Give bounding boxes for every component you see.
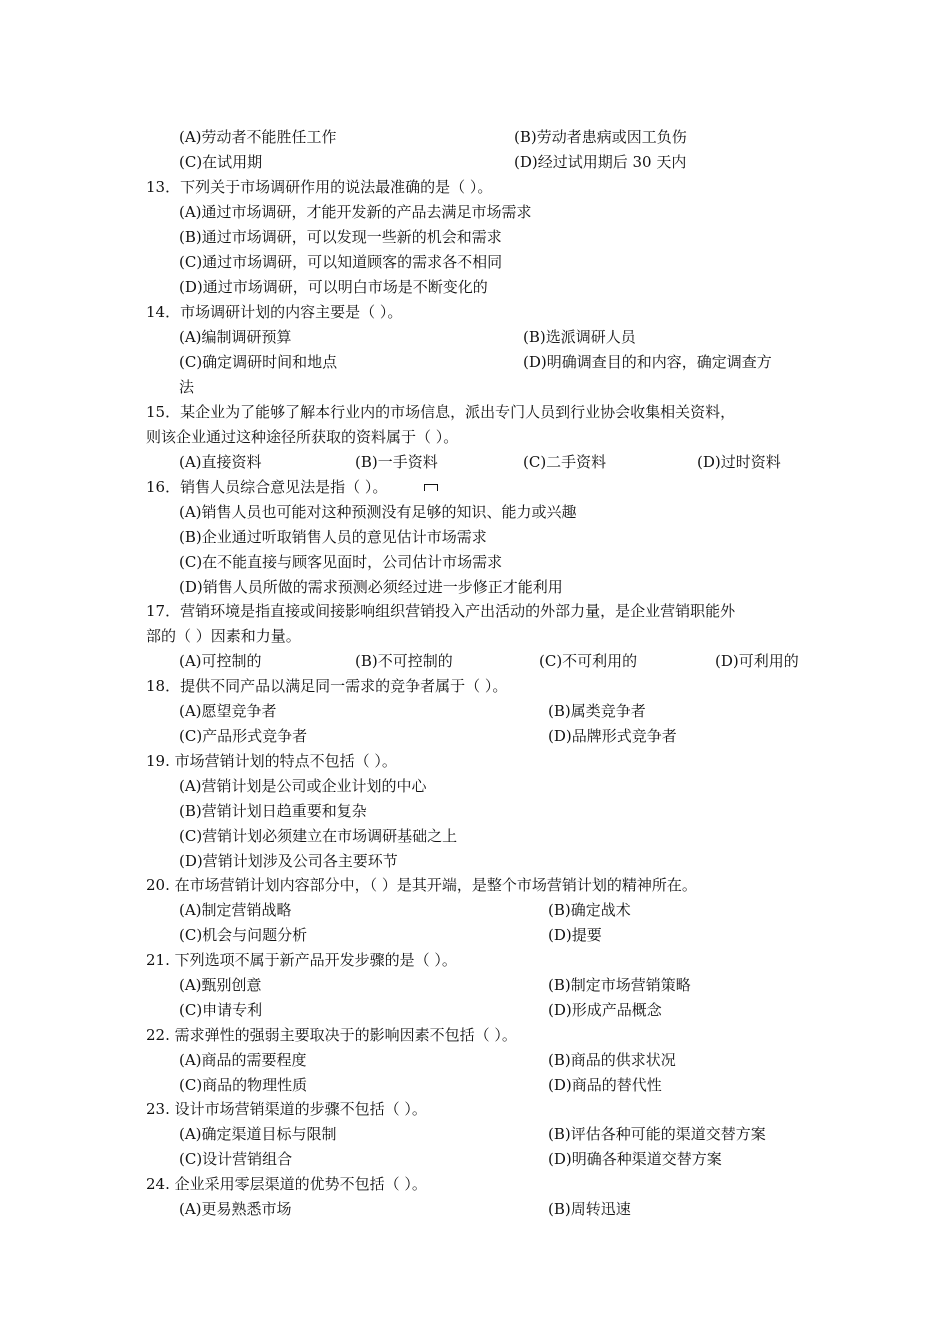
q16-option-a: (A)销售人员也可能对这种预测没有足够的知识、能力或兴趣 [179,503,577,521]
q14-option-c: (C)确定调研时间和地点 [179,353,338,371]
q23-option-d: (D)明确各种渠道交替方案 [548,1150,722,1168]
q19-option-b: (B)营销计划日趋重要和复杂 [179,802,367,820]
q14-option-b: (B)选派调研人员 [523,328,636,346]
q16-option-d: (D)销售人员所做的需求预测必须经过进一步修正才能利用 [179,578,563,596]
q12-option-c: (C)在试用期 [179,153,263,171]
q12-option-d: (D)经过试用期后 30 天内 [514,153,687,171]
q17-stem-continued: 部的（ ）因素和力量。 [146,627,301,645]
q14-option-a: (A)编制调研预算 [179,328,292,346]
q18-stem: 18．提供不同产品以满足同一需求的竞争者属于（ ）。 [146,677,508,695]
q17-stem: 17．营销环境是指直接或间接影响组织营销投入产出活动的外部力量，是企业营销职能外 [146,602,736,620]
q19-option-c: (C)营销计划必须建立在市场调研基础之上 [179,827,458,845]
q18-option-b: (B)属类竞争者 [548,702,646,720]
q13-option-c: (C)通过市场调研，可以知道顾客的需求各不相同 [179,253,503,271]
q21-option-d: (D)形成产品概念 [548,1001,662,1019]
q22-option-b: (B)商品的供求状况 [548,1051,676,1069]
q22-stem: 22. 需求弹性的强弱主要取决于的影响因素不包括（ ）。 [146,1026,517,1044]
q13-option-a: (A)通过市场调研，才能开发新的产品去满足市场需求 [179,203,532,221]
q23-option-b: (B)评估各种可能的渠道交替方案 [548,1125,766,1143]
q16-option-c: (C)在不能直接与顾客见面时，公司估计市场需求 [179,553,503,571]
q15-option-b: (B)一手资料 [355,453,438,471]
q14-option-d: (D)明确调查目的和内容，确定调查方 [523,353,772,371]
q15-option-d: (D)过时资料 [697,453,781,471]
q23-stem: 23. 设计市场营销渠道的步骤不包括（ ）。 [146,1100,427,1118]
q19-option-d: (D)营销计划涉及公司各主要环节 [179,852,398,870]
q14-stem: 14．市场调研计划的内容主要是（ ）。 [146,303,403,321]
q21-option-b: (B)制定市场营销策略 [548,976,691,994]
q23-option-a: (A)确定渠道目标与限制 [179,1125,337,1143]
q15-stem-continued: 则该企业通过这种途径所获取的资料属于（ ）。 [146,428,459,446]
q21-option-c: (C)申请专利 [179,1001,263,1019]
q20-option-c: (C)机会与问题分析 [179,926,308,944]
q18-option-a: (A)愿望竞争者 [179,702,277,720]
q23-option-c: (C)设计营销组合 [179,1150,293,1168]
q12-option-a: (A)劳动者不能胜任工作 [179,128,337,146]
q17-option-d: (D)可利用的 [715,652,799,670]
q20-option-d: (D)提要 [548,926,602,944]
q13-stem: 13．下列关于市场调研作用的说法最准确的是（ ）。 [146,178,493,196]
q22-option-c: (C)商品的物理性质 [179,1076,308,1094]
q22-option-a: (A)商品的需要程度 [179,1051,307,1069]
stray-mark [424,484,438,491]
q15-option-c: (C)二手资料 [523,453,607,471]
q16-option-b: (B)企业通过听取销售人员的意见估计市场需求 [179,528,487,546]
q24-option-b: (B)周转迅速 [548,1200,631,1218]
q24-option-a: (A)更易熟悉市场 [179,1200,292,1218]
q18-option-c: (C)产品形式竞争者 [179,727,308,745]
q20-option-b: (B)确定战术 [548,901,631,919]
q19-stem: 19. 市场营销计划的特点不包括（ ）。 [146,752,397,770]
q13-option-d: (D)通过市场调研，可以明白市场是不断变化的 [179,278,488,296]
q21-stem: 21. 下列选项不属于新产品开发步骤的是（ ）。 [146,951,457,969]
q13-option-b: (B)通过市场调研，可以发现一些新的机会和需求 [179,228,502,246]
q18-option-d: (D)品牌形式竞争者 [548,727,677,745]
q20-stem: 20. 在市场营销计划内容部分中，（ ）是其开端，是整个市场营销计划的精神所在。 [146,876,697,894]
q22-option-d: (D)商品的替代性 [548,1076,662,1094]
q15-option-a: (A)直接资料 [179,453,262,471]
q14-option-d-continued: 法 [179,378,195,396]
q15-stem: 15．某企业为了能够了解本行业内的市场信息，派出专门人员到行业协会收集相关资料， [146,403,736,421]
q20-option-a: (A)制定营销战略 [179,901,292,919]
q21-option-a: (A)甄别创意 [179,976,262,994]
q17-option-a: (A)可控制的 [179,652,262,670]
q12-option-b: (B)劳动者患病或因工负伤 [514,128,687,146]
q19-option-a: (A)营销计划是公司或企业计划的中心 [179,777,427,795]
q24-stem: 24. 企业采用零层渠道的优势不包括（ ）。 [146,1175,427,1193]
q17-option-c: (C)不可利用的 [539,652,638,670]
q17-option-b: (B)不可控制的 [355,652,453,670]
q16-stem: 16．销售人员综合意见法是指（ ）。 [146,478,388,496]
